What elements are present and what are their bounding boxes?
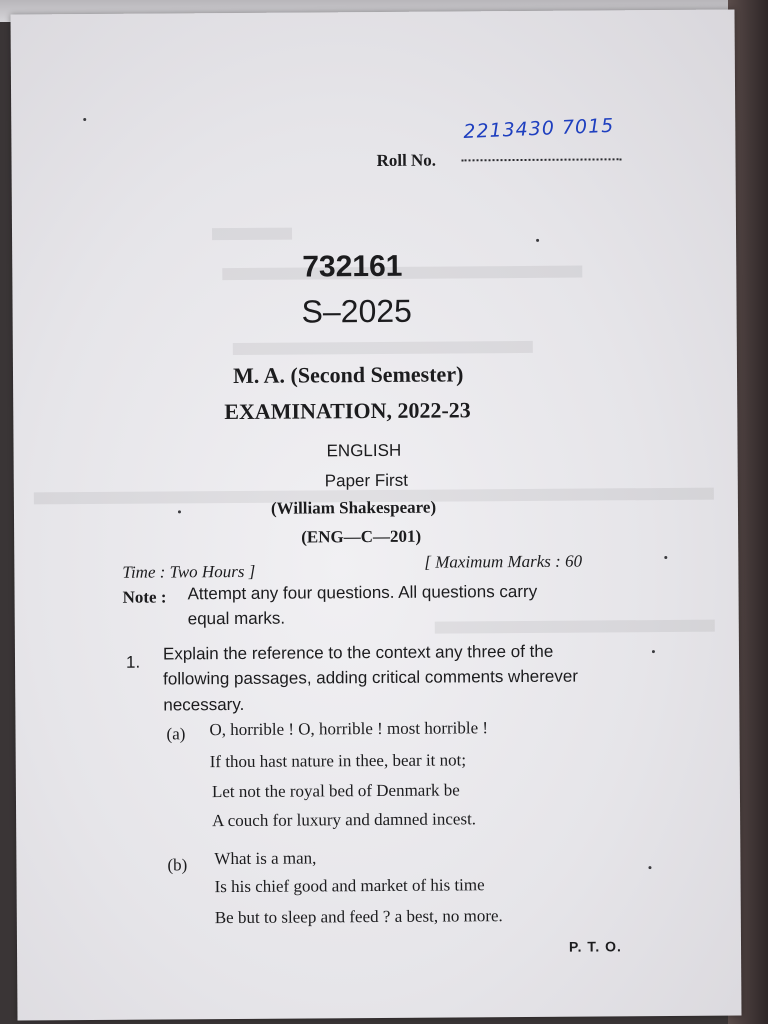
paper-speck bbox=[178, 510, 181, 513]
please-turn-over: P. T. O. bbox=[568, 938, 622, 955]
passage-b-line: Is his chief good and market of his time bbox=[214, 875, 485, 897]
paper-code: 732161 bbox=[302, 249, 403, 284]
passage-b-line: Be but to sleep and feed ? a best, no more. bbox=[214, 906, 503, 928]
question-text-line-3: necessary. bbox=[163, 694, 245, 715]
paper-speck bbox=[536, 239, 539, 242]
paper-speck bbox=[652, 650, 655, 653]
passage-b-label: (b) bbox=[167, 855, 188, 875]
course-title: M. A. (Second Semester) bbox=[232, 361, 464, 388]
paper-speck bbox=[664, 556, 667, 559]
question-number: 1. bbox=[125, 652, 141, 672]
time-allowed: Time : Two Hours ] bbox=[122, 561, 256, 582]
bleed-through-mark bbox=[435, 620, 715, 634]
note-text-line-1: Attempt any four questions. All questions carry bbox=[187, 581, 538, 604]
passage-a-line: A couch for luxury and damned incest. bbox=[212, 809, 477, 831]
exam-paper-sheet bbox=[10, 9, 741, 1020]
passage-a-line: O, horrible ! O, horrible ! most horrible ! bbox=[209, 718, 489, 740]
roll-number-handwritten: 2213430 7015 bbox=[462, 114, 615, 144]
passage-b-line: What is a man, bbox=[214, 848, 317, 869]
passage-a-line: If thou hast nature in thee, bear it not; bbox=[209, 750, 467, 772]
paper-speck bbox=[648, 866, 651, 869]
paper-name: Paper First bbox=[324, 470, 408, 491]
roll-number-label: Roll No. bbox=[376, 150, 437, 170]
course-code: (ENG—C—201) bbox=[301, 526, 422, 547]
examination-title: EXAMINATION, 2022-23 bbox=[224, 397, 471, 425]
note-label: Note : bbox=[122, 587, 167, 607]
paper-speck bbox=[83, 118, 86, 121]
bleed-through-mark bbox=[212, 228, 292, 241]
question-text-line-2: following passages, adding critical comments wherever bbox=[163, 666, 579, 689]
subject-name: ENGLISH bbox=[326, 440, 402, 461]
note-text-line-2: equal marks. bbox=[187, 608, 286, 629]
series-code: S–2025 bbox=[301, 292, 413, 330]
bleed-through-mark bbox=[233, 341, 533, 355]
question-text-line-1: Explain the reference to the context any three of the bbox=[162, 641, 554, 664]
passage-a-label: (a) bbox=[166, 724, 186, 744]
paper-topic: (William Shakespeare) bbox=[270, 497, 437, 518]
passage-a-line: Let not the royal bed of Denmark be bbox=[211, 780, 460, 802]
maximum-marks: [ Maximum Marks : 60 bbox=[424, 551, 583, 572]
